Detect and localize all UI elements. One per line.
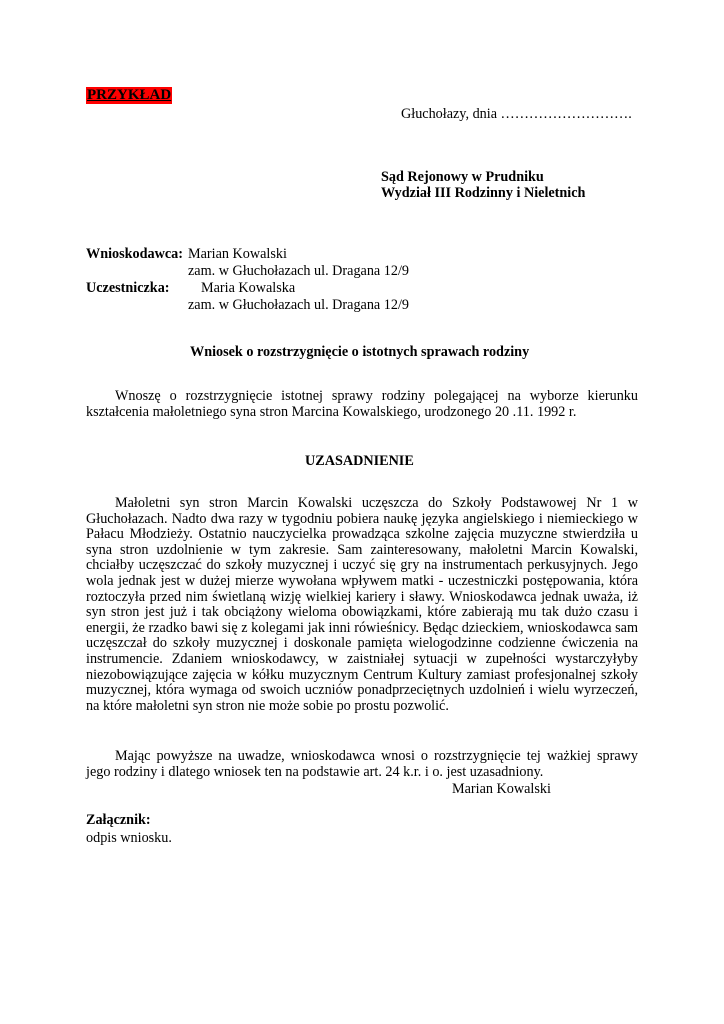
request-paragraph: Wnoszę o rozstrzygnięcie istotnej sprawy rodziny polegającej na wyborze kierunku kształcenia małoletniego syna stron Marcina Kowalskiego, urodzonego 20 .11. 1992 r. — [86, 388, 638, 420]
justification-paragraph: Małoletni syn stron Marcin Kowalski uczęszcza do Szkoły Podstawowej Nr 1 w Głuchołazach. Nadto dwa razy w tygodniu pobiera naukę języka angielskiego i niemieckiego w Pałacu Młodzieży. Ostatnio nauczycielka prowadząca szkolne zajęcia muzyczne stwierdziła u syna stron uzdolnienie w tym zakresie. Sam zainteresowany, małoletni Marcin Kowalski, chciałby uczęszczać do szkoły muzycznej i uczyć się gry na instrumentach perkusyjnych. Jego wola jednak jest w dużej mierze wywołana wpływem matki - uczestniczki postępowania, która roztoczyła przed nim świetlaną wizję wielkiej kariery i sławy. Wnioskodawca jednak uważa, iż syn stron jest już i tak obciążony wieloma obowiązkami, które zabierają mu tak dużo czasu i energii, że rzadko bawi się z kolegami jak inni rówieśnicy. Będąc dzieckiem, wnioskodawca sam uczęszczał do szkoły muzycznej i doskonale pamięta wielogodzinne codzienne ćwiczenia na instrumencie. Zdaniem wnioskodawcy, w zaistniałej sytuacji w zupełności wystarczyłyby niezobowiązujące zajęcia w kółku muzycznym Centrum Kultury zamiast profesjonalnej szkoły muzycznej, która wymaga od swoich uczniów ponadprzeciętnych uzdolnień i wielu wyrzeczeń, na które małoletni syn stron nie może sobie po prostu pozwolić. — [86, 495, 638, 714]
conclusion-paragraph: Mając powyższe na uwadze, wnioskodawca wnosi o rozstrzygnięcie tej ważkiej sprawy jego rodziny i dlatego wniosek ten na podstawie art. 24 k.r. i o. jest uzasadniony. — [86, 748, 638, 780]
place-and-date: Głuchołazy, dnia ………………………. — [401, 106, 632, 122]
participant-label: Uczestniczka: — [86, 280, 170, 296]
applicant-name: Marian Kowalski — [188, 246, 287, 262]
justification-heading: UZASADNIENIE — [305, 453, 414, 469]
applicant-address: zam. w Głuchołazach ul. Dragana 12/9 — [188, 263, 410, 279]
document-title: Wniosek o rozstrzygnięcie o istotnych sprawach rodziny — [190, 344, 530, 360]
attachment-text: odpis wniosku. — [86, 830, 172, 846]
participant-address: zam. w Głuchołazach ul. Dragana 12/9 — [188, 297, 410, 313]
signature: Marian Kowalski — [452, 781, 551, 797]
court-division: Wydział III Rodzinny i Nieletnich — [381, 185, 586, 201]
applicant-label: Wnioskodawca: — [86, 246, 183, 262]
example-tag: PRZYKŁAD — [87, 87, 172, 103]
attachment-label: Załącznik: — [86, 812, 151, 828]
court-name: Sąd Rejonowy w Prudniku — [381, 169, 544, 185]
participant-name: Maria Kowalska — [201, 280, 296, 296]
